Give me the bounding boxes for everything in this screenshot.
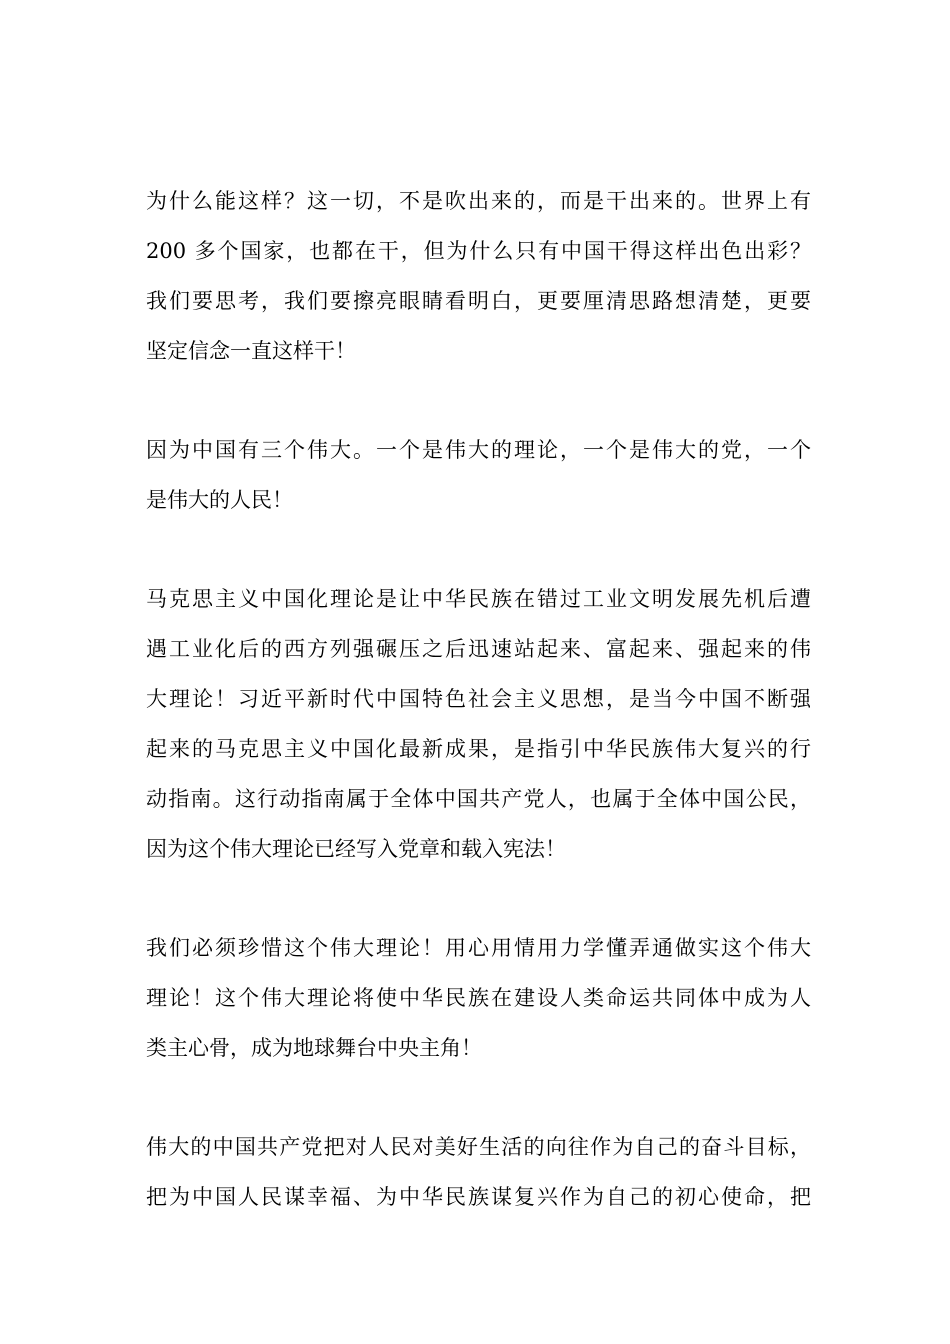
text-line: 理论！这个伟大理论将使中华民族在建设人类命运共同体中成为人 [146,986,811,1010]
text-line: 大理论！习近平新时代中国特色社会主义思想，是当今中国不断强 [146,687,811,711]
text-line: 马克思主义中国化理论是让中华民族在错过工业文明发展先机后遭 [146,587,811,611]
paragraph [146,1122,811,1222]
text-line: 遇工业化后的西方列强碾压之后迅速站起来、富起来、强起来的伟 [146,637,811,661]
text-line: 动指南。这行动指南属于全体中国共产党人，也属于全体中国公民， [146,787,811,811]
text-line: 坚定信念一直这样干！ [146,339,356,363]
text-line: 类主心骨，成为地球舞台中央主角！ [146,1036,482,1060]
paragraph [146,425,811,525]
text-line: 我们要思考，我们要擦亮眼睛看明白，更要厘清思路想清楚，更要 [146,289,811,313]
body-text [146,176,811,1271]
text-line: 因为中国有三个伟大。一个是伟大的理论，一个是伟大的党，一个 [146,438,811,462]
paragraph [146,923,811,1073]
text-line: 起来的马克思主义中国化最新成果，是指引中华民族伟大复兴的行 [146,737,811,761]
text-line: 因为这个伟大理论已经写入党章和载入宪法！ [146,837,566,861]
text-line: 把为中国人民谋幸福、为中华民族谋复兴作为自己的初心使命，把 [146,1185,811,1209]
text-line: 伟大的中国共产党把对人民对美好生活的向往作为自己的奋斗目标， [146,1135,811,1159]
text-line: 200 多个国家，也都在干，但为什么只有中国干得这样出色出彩？ [146,239,811,263]
paragraph [146,176,811,376]
text-line: 为什么能这样？这一切，不是吹出来的，而是干出来的。世界上有 [146,189,811,213]
text-line: 是伟大的人民！ [146,488,293,512]
text-line: 我们必须珍惜这个伟大理论！用心用情用力学懂弄通做实这个伟大 [146,936,811,960]
paragraph [146,574,811,874]
